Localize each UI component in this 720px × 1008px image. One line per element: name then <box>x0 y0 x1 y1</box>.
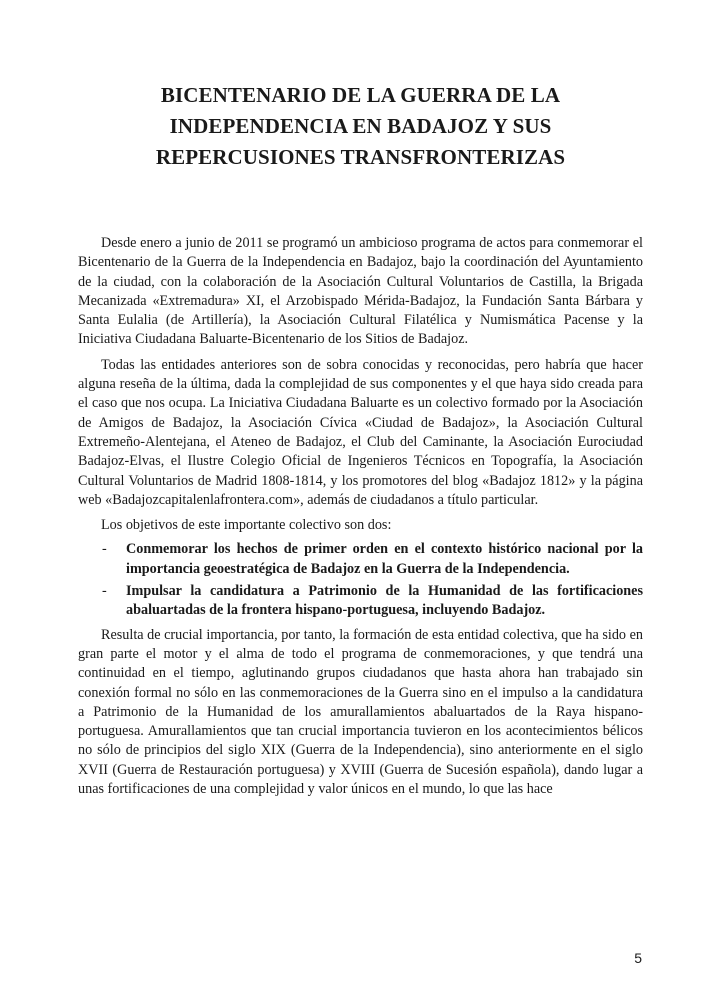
body-paragraph: Todas las entidades anteriores son de sobra conocidas y reconocidas, pero habría que hacer alguna reseña de la última, dada la complejidad de sus componentes y el que haya sido creada para el caso que nos ocupa. La Iniciativa Ciudadana Baluarte es un colectivo formado por la Asociación de Amigos de Badajoz, la Asociación Cívica «Ciudad de Badajoz», la Asociación Cultural Extremeño-Alentejana, el Ateneo de Badajoz, el Club del Caminante, la Asociación Eurociudad Badajoz-Elvas, el Ilustre Colegio Oficial de Ingenieros Técnicos en Topografía, la Asociación Cultural Voluntarios de Madrid 1808-1814, y los promotores del blog «Badajoz 1812» y la página web «Badajozcapitalenlafrontera.com», además de ciudadanos a título particular. <box>78 356 643 508</box>
objective-text: Impulsar la candidatura a Patrimonio de la Humanidad de las fortificaciones abaluartadas de la frontera hispano-portuguesa, incluyendo Badajoz. <box>126 583 643 619</box>
list-item <box>78 540 643 579</box>
list-dash: - <box>102 541 107 558</box>
document-body <box>78 234 643 799</box>
objectives-intro: Los objetivos de este importante colectivo son dos: <box>101 517 392 534</box>
body-paragraph: Desde enero a junio de 2011 se programó un ambicioso programa de actos para conmemorar el Bicentenario de la Guerra de la Independencia en Badajoz, bajo la coordinación del Ayuntamiento de la ciudad, con la colaboración de la Asociación Cultural Voluntarios de Castilla, la Brigada Mecanizada «Extremadura» XI, el Arzobispado Mérida-Badajoz, la Fundación Santa Bárbara y Santa Eulalia (de Artillería), la Asociación Cultural Filatélica y Numismática Pacense y la Iniciativa Ciudadana Baluarte-Bicentenario de los Sitios de Badajoz. <box>78 235 643 348</box>
objectives-list <box>78 540 643 620</box>
list-item <box>78 582 643 621</box>
closing-paragraph: Resulta de crucial importancia, por tanto, la formación de esta entidad colectiva, que ha sido en gran parte el motor y el alma de todo el programa de conmemoraciones, y que tendrá una continuidad en el tiempo, aglutinando grupos ciudadanos que hasta ahora han trabajado sin conexión formal no sólo en las conmemoraciones de la Guerra sino en el impulso a la candidatura a Patrimonio de la Humanidad de los amurallamientos abaluartados de la Raya hispano-portuguesa. Amurallamientos que tan crucial importancia tuvieron en los acontecimientos bélicos no sólo de principios del siglo XIX (Guerra de la Independencia), sino anteriormente en el siglo XVII (Guerra de Restauración portuguesa) y XVIII (Guerra de Sucesión española), dando lugar a unas fortificaciones de una complejidad y valor únicos en el mundo, lo que las hace <box>78 626 643 798</box>
document-page <box>78 80 643 805</box>
list-dash: - <box>102 583 107 600</box>
page-title: BICENTENARIO DE LA GUERRA DE LA INDEPENDENCIA EN BADAJOZ Y SUS REPERCUSIONES TRANSFRONTERIZAS <box>155 83 566 169</box>
page-number: 5 <box>634 950 642 966</box>
objective-text: Conmemorar los hechos de primer orden en el contexto histórico nacional por la importancia geoestratégica de Badajoz en la Guerra de la Independencia. <box>126 541 643 577</box>
